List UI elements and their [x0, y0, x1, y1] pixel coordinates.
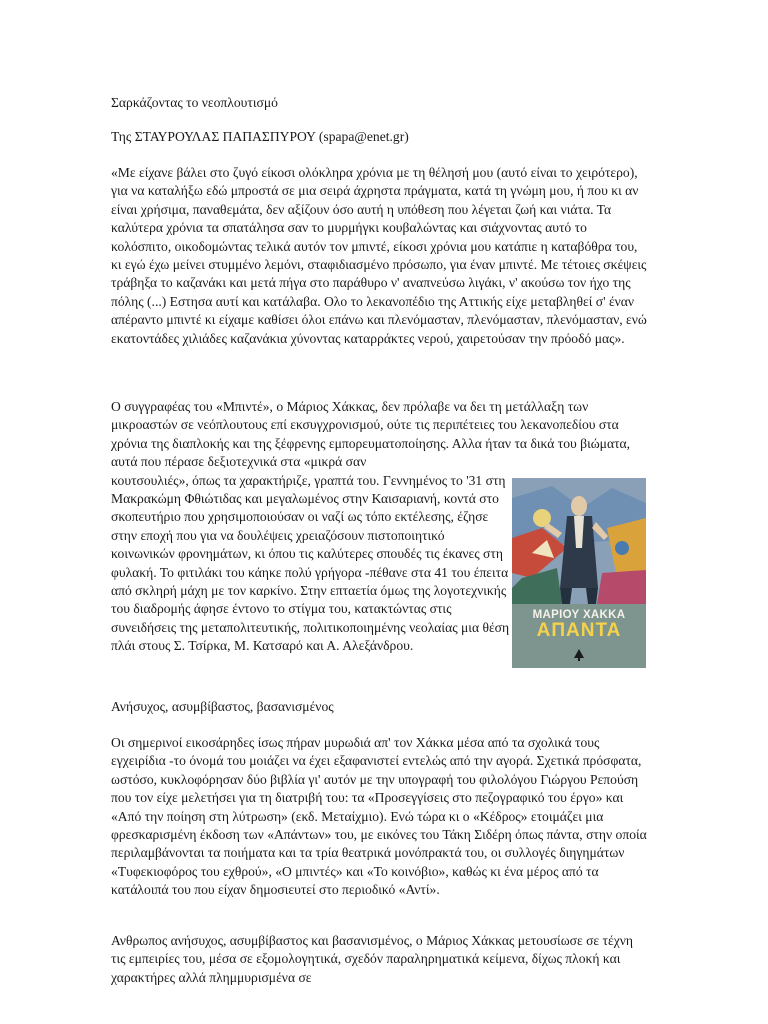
paragraph-quote: «Με είχανε βάλει στο ζυγό είκοσι ολόκληρα χρόνια με τη θέλησή μου (αυτό είναι το χειρότερο), για να καταλήξω εδώ μπροστά σε μια σειρά άχρηστα πράγματα, κατά τη γνώμη μου, ή που κι αν είναι χρήσιμα, παναθεμάτα, δεν αξίζουν όσο αυτή η υπόθεση που λέγεται ζωή και νιάτα. Τα καλύτερα χρόνια τα σπατάλησα σαν το μυρμήγκι κουβαλώντας και σιάχνοντας αυτό το κολόσπιτο, οικοδομώντας τελικά αυτόν τον μπιντέ, είκοσι χρόνια μου κατάπιε η καταβόθρα του, κι εγώ έχω μείνει στυμμένο λεμόνι, σταφιδιασμένο πρόσωπο, για έναν μπιντέ. Με τέτοιες σκέψεις τράβηξα το καζανάκι και μετά πήγα στο παράθυρο ν' αναπνεύσω λιγάκι, ν' ακούσω τον ήχο της πόλης (...) Εστησα αυτί και κατάλαβα. Ολο το λεκανοπέδιο της Αττικής είχε μεταβληθεί σ' έναν απέραντο μπιντέ κι είχαμε καθίσει όλοι επάνω και πλενόμασταν, πλενόμασταν, πλενόμασταν, ενώ εκατοντάδες χιλιάδες καζανάκια χύνοντας καταρράκτες νερού, χαιρετούσαν την πρόοδό μας». — [111, 165, 647, 346]
paragraph-character: Ανθρωπος ανήσυχος, ασυμβίβαστος και βασανισμένος, ο Μάριος Χάκκας μετουσίωσε σε τέχνη τις εμπειρίες του, μέσα σε εξομολογητικά, σχεδόν παραληρηματικά κείμενα, δίχως πλοκή και χαρακτήρες αλλά πλημμυρισμένα σε — [111, 933, 633, 985]
paragraph-publications: Οι σημερινοί εικοσάρηδες ίσως πήραν μυρωδιά απ' τον Χάκκα μέσα από τα σχολικά τους εγχειρίδια -το όνομά του μοιάζει να έχει εξαφανιστεί εντελώς από την αγορά. Σχετικά πρόσφατα, ωστόσο, κυκλοφόρησαν δύο βιβλία γι' αυτόν με την υπογραφή του φιλολόγου Γιώργου Ρεπούση που τον είχε μελετήσει για τη διατριβή του: τα «Προσεγγίσεις στο πεζογραφικό του έργο» και «Από την ποίηση στη λύτρωση» (εκδ. Μεταίχμιο). Ενώ τώρα κι ο «Κέδρος» ετοιμάζει μια φρεσκαρισμένη έκδοση των «Απάντων» του, με εικόνες του Τάκη Σιδέρη όπως πάντα, στην οποία περιλαμβάνονται τα ποιήματα και τα τρία θεατρικά μονόπρακτά του, οι συλλογές διηγημάτων «Τυφεκιοφόρος του εχθρού», «Ο μπιντές» και «Το κοινόβιο», καθώς κι ένα μέρος από τα κατάλοιπά του που είχαν δημοσιευτεί στο περιοδικό «Αντί». — [111, 735, 647, 898]
cover-author: ΜΑΡΙΟΥ ΧΑΚΚΑ — [532, 609, 626, 621]
paragraph-author-bio-wide: Ο συγγραφέας του «Μπιντέ», ο Μάριος Χάκκας, δεν πρόλαβε να δει τη μετάλλαξη των μικροαστών σε νεόπλουτους επί εκσυγχρονισμού, ούτε τις περιπέτειες του λεκανοπεδίου στα χρόνια της διαπλοκής και της ξέφρενης εμπορευματοποίησης. Αλλα ήταν τα δικά του βιώματα, αυτά που πέρασε δεξιοτεχνικά στα «μικρά σαν — [111, 399, 631, 470]
section-subheading: Ανήσυχος, ασυμβίβαστος, βασανισμένος — [111, 699, 334, 714]
cover-title: ΑΠΑΝΤΑ — [536, 620, 622, 641]
publisher-tree-logo-icon — [573, 649, 585, 661]
article-byline: Της ΣΤΑΥΡΟΥΛΑΣ ΠΑΠΑΣΠΥΡΟΥ (spapa@enet.gr) — [111, 129, 409, 144]
paragraph-author-bio-narrow: κουτσουλιές», όπως τα χαρακτήριζε, γραπτά του. Γεννημένος το '31 στη Μακρακώμη Φθιώτιδας και μεγαλωμένος στην Καισαριανή, κοντά στο σκοπευτήριο που χρησιμοποιούσαν οι ναζί ως τόπο εκτέλεσης, έζησε στην εποχή που για να δουλέψεις χρειαζόσουν πιστοποιητικό κοινωνικών φρονημάτων, κι όπου τις καλύτερες σπουδές τις έκανες στη φυλακή. Το φιτιλάκι του κάηκε πολύ γρήγορα -πέθανε στα 41 του έπειτα από σκληρή μάχη με τον καρκίνο. Στην επταετία όμως της λογοτεχνικής του διαδρομής άφησε έντονο το στίγμα του, κατακτώντας στις συνειδήσεις της μεταπολιτευτικής, πολιτικοποιημένης νεολαίας μια θέση πλάι στους Σ. Τσίρκα, Μ. Κατσαρό και Α. Αλεξάνδρου. — [111, 472, 510, 654]
article-title: Σαρκάζοντας το νεοπλουτισμό — [111, 95, 278, 110]
book-cover-image — [512, 478, 646, 668]
